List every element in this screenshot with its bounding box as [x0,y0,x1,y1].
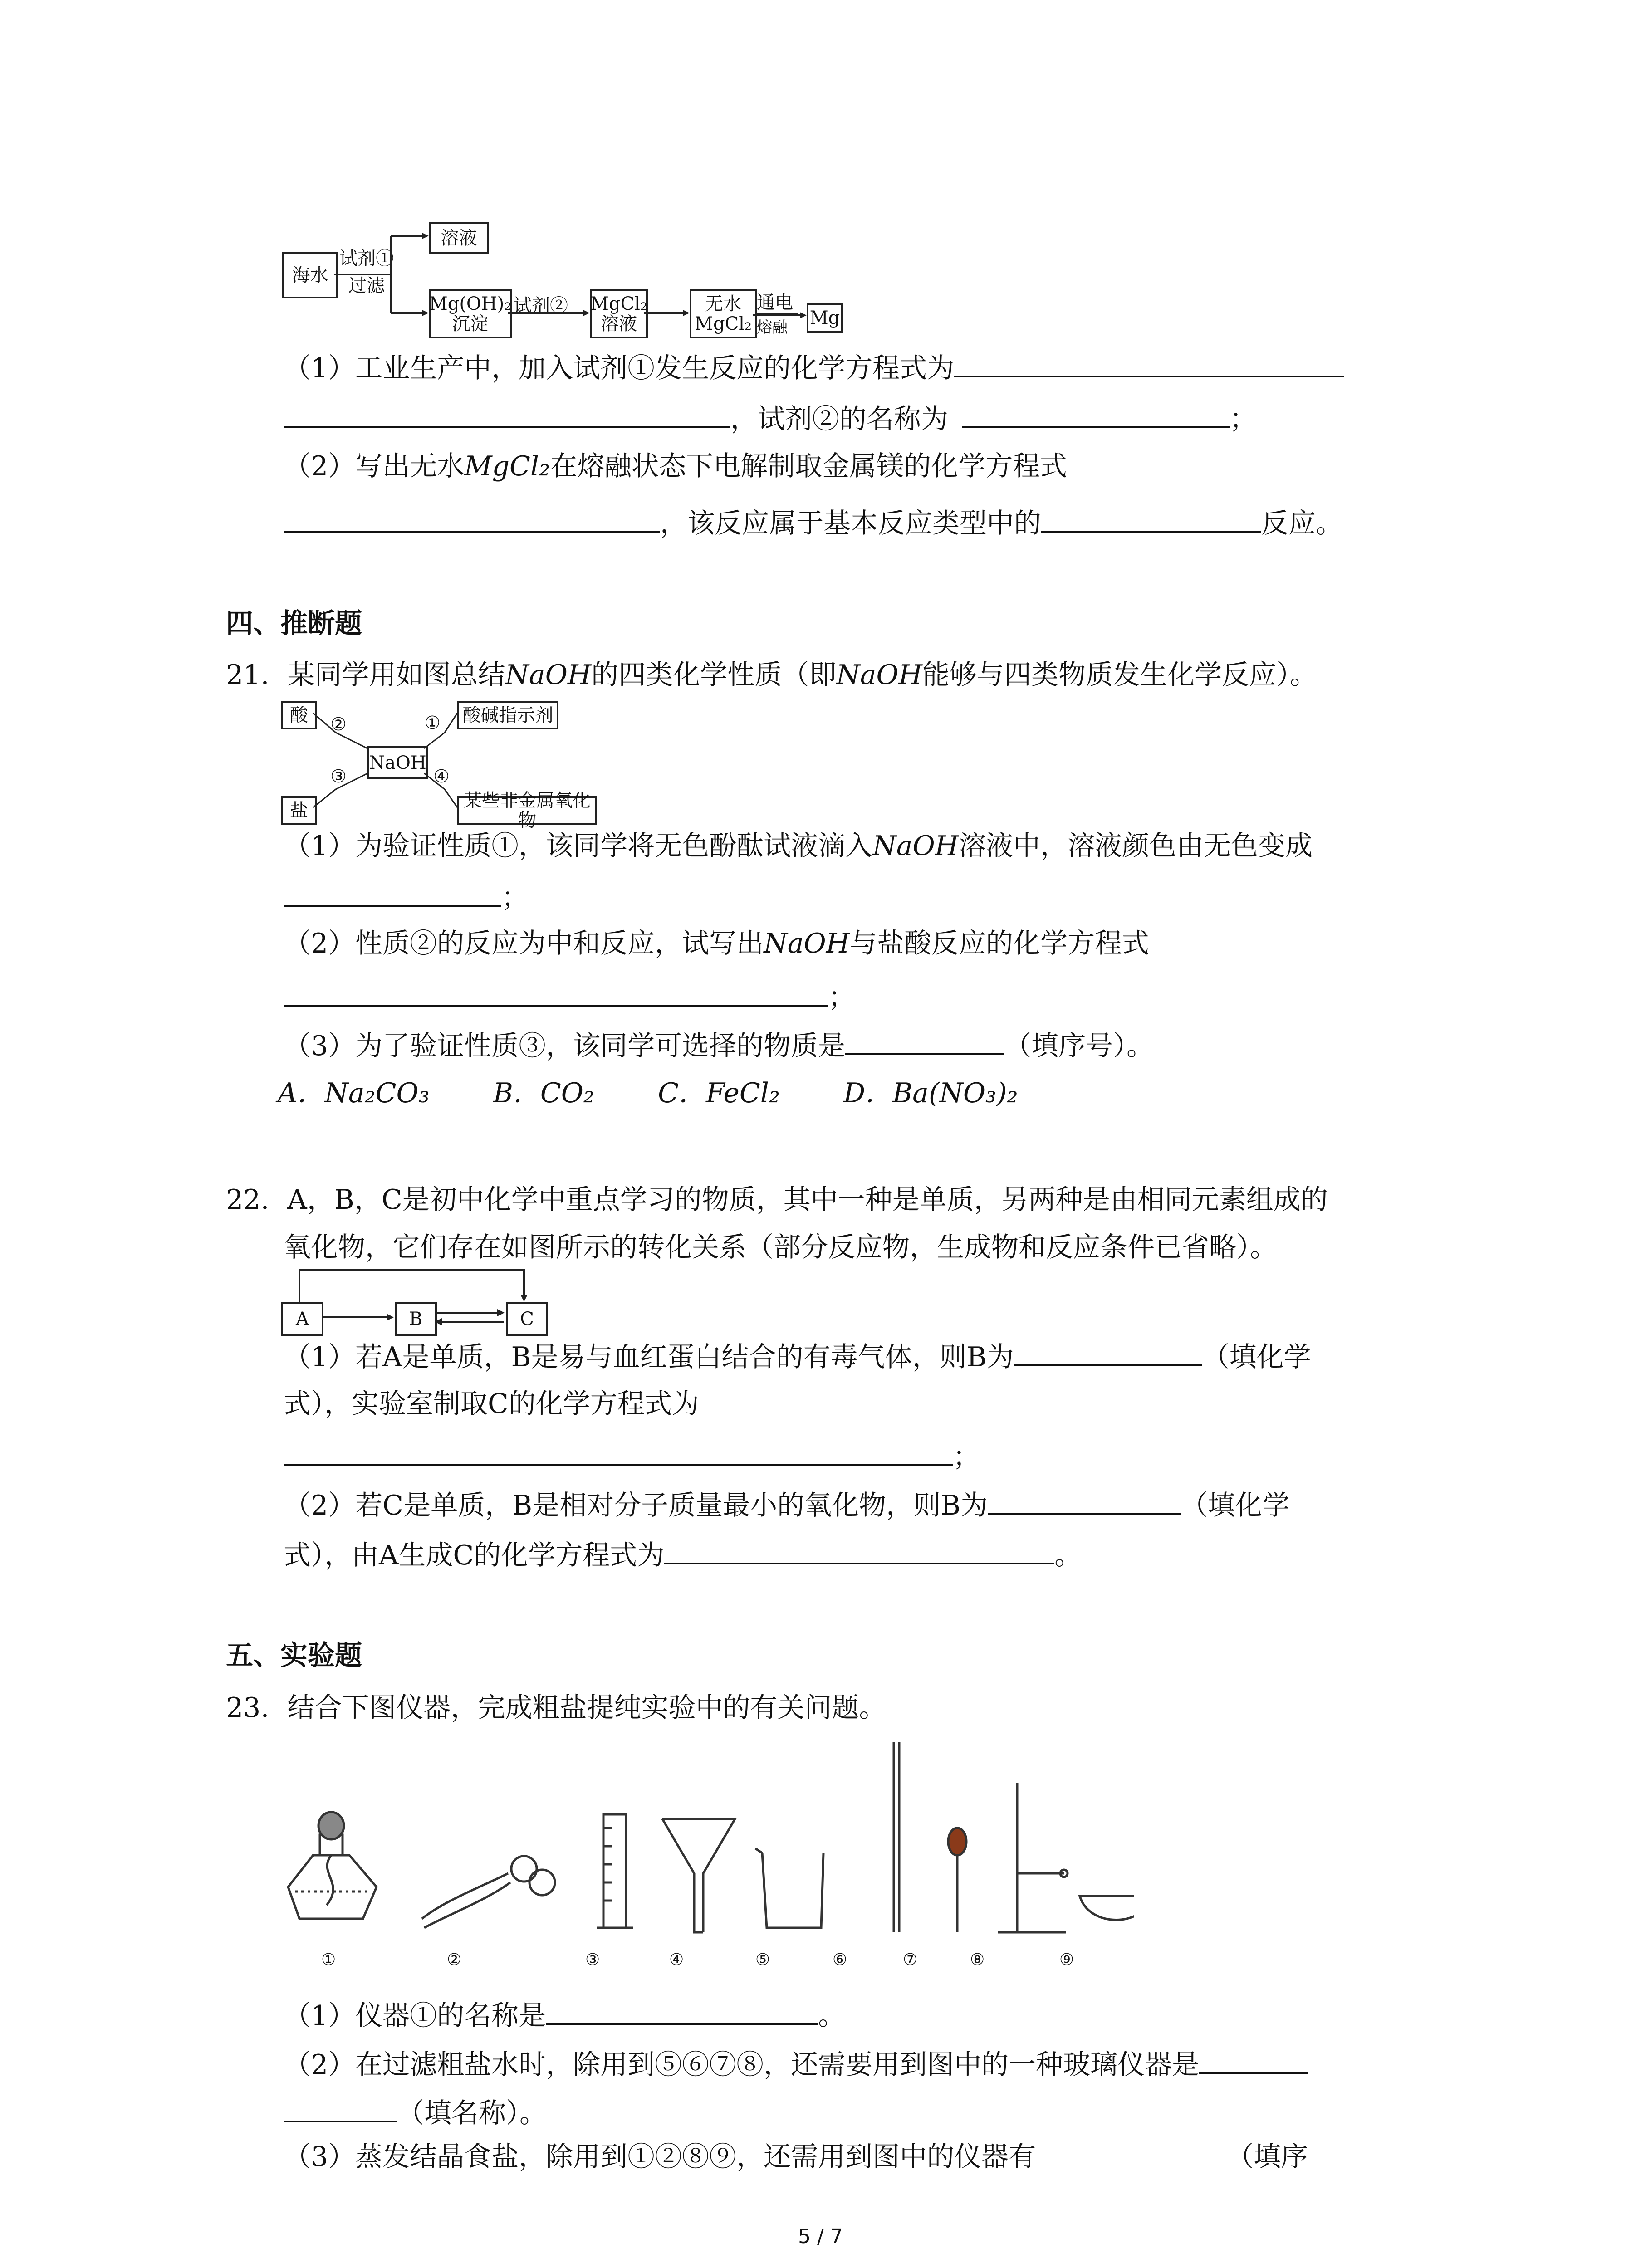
iron-stand-icon [998,1783,1068,1932]
q20-part2-text-a: （2）写出无水 [284,450,465,482]
q21-option-d[interactable]: D．Ba(NO₃)₂ [843,1077,1018,1109]
q23-stem [226,1690,886,1726]
q21-option-c[interactable]: C．FeCl₂ [658,1077,780,1109]
q22-line2 [284,1229,1277,1266]
q21-option-a[interactable]: A．Na₂CO₃ [278,1077,430,1109]
q20-blank-equation1[interactable] [954,348,1344,377]
q22-stem-line2: 氧化物，它们存在如图所示的转化关系（部分反应物，生成物和反应条件已省略）。 [284,1232,1277,1263]
q22-stem-line1: A，B，C是初中化学中重点学习的物质，其中一种是单质，另两种是由相同元素组成的 [287,1184,1328,1216]
q23-blank-instrument1[interactable] [546,1996,818,2025]
section-5-heading: 五、实验题 [226,1640,362,1672]
q21-naoh-1: NaOH [505,659,592,691]
q21-part1-text-c: ； [501,882,529,914]
flow-box-sea: 海水 [282,252,338,298]
q20-part1-text-a: （1）工业生产中，加入试剂①发生反应的化学方程式为 [284,352,955,384]
q21-diagram-lines [272,694,599,830]
section-4-heading: 四、推断题 [226,608,362,640]
q22-blank-equation2[interactable] [664,1535,1054,1564]
q20-blank-equation1-cont[interactable] [284,399,730,428]
q21-box-indicator: 酸碱指示剂 [457,701,558,729]
q22-box-b: B [395,1302,437,1336]
flow-label-filter: 过滤 [348,275,385,296]
q21-part1-text-b: 溶液中，溶液颜色由无色变成 [958,830,1313,862]
q23-label-2: ② [447,1950,462,1969]
q22-part1-text-c: 式），实验室制取C的化学方程式为 [284,1388,699,1420]
q20-part2-text-d: 反应。 [1261,508,1343,539]
q21-num-4: ④ [433,766,450,787]
q23-label-7: ⑦ [903,1950,918,1969]
q21-part2-line1 [284,925,1149,962]
q22-part2-text-a: （2）若C是单质，B是相对分子质量最小的氧化物，则B为 [284,1490,988,1521]
graduated-cylinder-icon [597,1814,633,1928]
q23-part1 [284,1996,845,2034]
q21-num-1: ① [424,713,441,733]
evaporating-dish-icon [1080,1896,1134,1920]
q21-blank-color[interactable] [284,878,501,907]
q22-box-c: C [506,1302,548,1336]
q20-part1-text-c: ； [1230,403,1257,435]
q20-blank-reagent2-name[interactable] [962,399,1230,428]
q23-part2-text-b: （填名称）。 [397,2097,547,2129]
q23-part2-line1 [284,2045,1308,2083]
q21-part1-line1 [284,828,1313,864]
q21-part2-text-a: （2）性质②的反应为中和反应，试写出 [284,928,764,959]
q23-label-3: ③ [585,1950,600,1969]
q21-box-naoh: NaOH [367,746,428,779]
q21-part2-text-b: 与盐酸反应的化学方程式 [849,928,1149,959]
crucible-tongs-icon [422,1856,555,1928]
q23-label-6: ⑥ [833,1950,847,1969]
q21-box-acid: 酸 [281,701,317,729]
q22-part2-text-c: 式），由A生成C的化学方程式为 [284,1540,665,1571]
flow-mgcl2-formula: MgCl₂ [590,293,647,314]
q23-blank-glass[interactable] [1199,2045,1308,2074]
q22-part1-text-b: （填化学 [1202,1341,1311,1373]
q21-blank-choice[interactable] [845,1026,1004,1055]
q23-label-8: ⑧ [970,1950,985,1969]
q22-part1-text-a: （1）若A是单质，B是易与血红蛋白结合的有毒气体，则B为 [284,1341,1014,1373]
q21-naoh-2: NaOH [836,659,923,691]
flow-box-mg: Mg [807,303,843,333]
q20-part2-line2 [284,503,1343,542]
q22-box-a: A [281,1302,323,1336]
q20-part2-text-c: ，该反应属于基本反应类型中的 [660,508,1041,539]
flow-label-electrify: 通电 [757,292,793,313]
q23-part3-text-b: （填序 [1226,2141,1308,2173]
q21-num-3: ③ [330,766,347,787]
q23-label-4: ④ [669,1950,684,1969]
glass-rod-icon [894,1742,899,1932]
q23-part2-text-a: （2）在过滤粗盐水时，除用到⑤⑥⑦⑧，还需要用到图中的一种玻璃仪器是 [284,2049,1200,2081]
flow-label-reagent1: 试剂① [339,248,394,269]
q23-blank-glass-cont[interactable] [284,2093,397,2122]
q22-arrows [272,1261,563,1343]
q22-line1 [226,1182,1328,1218]
q23-stem-text: 结合下图仪器，完成粗盐提纯实验中的有关问题。 [287,1692,887,1724]
q21-stem-c: 能够与四类物质发生化学反应）。 [922,659,1318,691]
q20-part2-line1 [284,448,1067,484]
q21-naoh-3: NaOH [872,830,959,862]
q21-blank-equation[interactable] [284,978,828,1007]
q22-part1-line1 [284,1337,1311,1375]
dropper-icon [948,1828,966,1932]
page-number: 5 / 7 [798,2225,843,2248]
q21-naoh-4: NaOH [764,928,850,959]
q21-part3-line1 [284,1026,1154,1064]
q21-stem-b: 的四类化学性质（即 [591,659,837,691]
q21-part3-text-b: （填序号）。 [1004,1030,1154,1062]
flow-mgoh2-precipitate: 沉淀 [452,313,489,334]
q22-part2-text-d: 。 [1054,1540,1082,1571]
flow-label-molten: 熔融 [757,318,788,337]
q22-blank-equation1[interactable] [284,1437,953,1466]
flow-anhydrous-word: 无水 [705,293,741,314]
q20-part1-text-b: ，试剂②的名称为 [730,403,948,435]
q22-blank-b2[interactable] [988,1486,1181,1515]
q21-num-2: ② [330,714,347,735]
q20-blank-reaction-type[interactable] [1041,503,1261,533]
q22-part1-line2 [284,1386,699,1422]
q23-part1-text-b: 。 [818,2000,846,2032]
beaker-icon [755,1848,823,1928]
q20-blank-equation2[interactable] [284,503,660,533]
q23-part3 [284,2139,1308,2175]
flow-label-reagent2: 试剂② [514,295,568,316]
q20-part1-line2 [284,399,1257,437]
flow-mgcl2-solution: 溶液 [601,313,637,334]
q22-blank-b1[interactable] [1014,1337,1202,1366]
q23-label-1: ① [321,1950,336,1969]
q22-part2-text-b: （填化学 [1181,1490,1290,1521]
flow-mgoh2-formula: Mg(OH)₂ [429,293,512,314]
q21-part3-text-a: （3）为了验证性质③，该同学可选择的物质是 [284,1030,846,1062]
q23-part2-line2 [284,2093,547,2131]
q21-part1-text-a: （1）为验证性质①，该同学将无色酚酞试液滴入 [284,830,873,862]
q20-formula-mgcl2: MgCl₂ [464,450,550,482]
q23-label-9: ⑨ [1059,1950,1074,1969]
q22-number: 22. [226,1184,269,1216]
funnel-icon [662,1819,735,1932]
q21-part2-text-c: ； [828,982,855,1013]
q23-part1-text-a: （1）仪器①的名称是 [284,2000,546,2032]
q22-part1-line3 [284,1437,980,1475]
flow-box-solution: 溶液 [429,222,489,254]
q23-label-5: ⑤ [755,1950,770,1969]
flow-anhydrous-formula: MgCl₂ [695,313,752,334]
q21-part1-line2 [284,878,529,916]
q21-part2-line2 [284,978,855,1016]
q21-stem [226,657,1317,693]
q21-number: 21. [226,659,269,691]
q22-part1-text-d: ； [953,1441,980,1473]
q21-option-b[interactable]: B．CO₂ [493,1077,595,1109]
q23-apparatus [272,1737,1134,1973]
q23-part3-text-a: （3）蒸发结晶食盐，除用到①②⑧⑨，还需用到图中的仪器有 [284,2141,1036,2173]
q22-part2-line2 [284,1535,1082,1574]
q21-stem-a: 某同学用如图总结 [287,659,505,691]
q20-part1-line1 [284,348,1344,386]
q23-number: 23. [226,1692,269,1724]
q21-box-salt: 盐 [281,796,317,825]
q21-options [278,1075,1018,1111]
q22-part2-line1 [284,1486,1289,1524]
alcohol-lamp-icon [288,1812,377,1919]
q21-box-oxide: 某些非金属氧化物 [457,796,597,825]
q20-part2-text-b: 在熔融状态下电解制取金属镁的化学方程式 [550,450,1068,482]
flow-arrows [272,218,862,345]
